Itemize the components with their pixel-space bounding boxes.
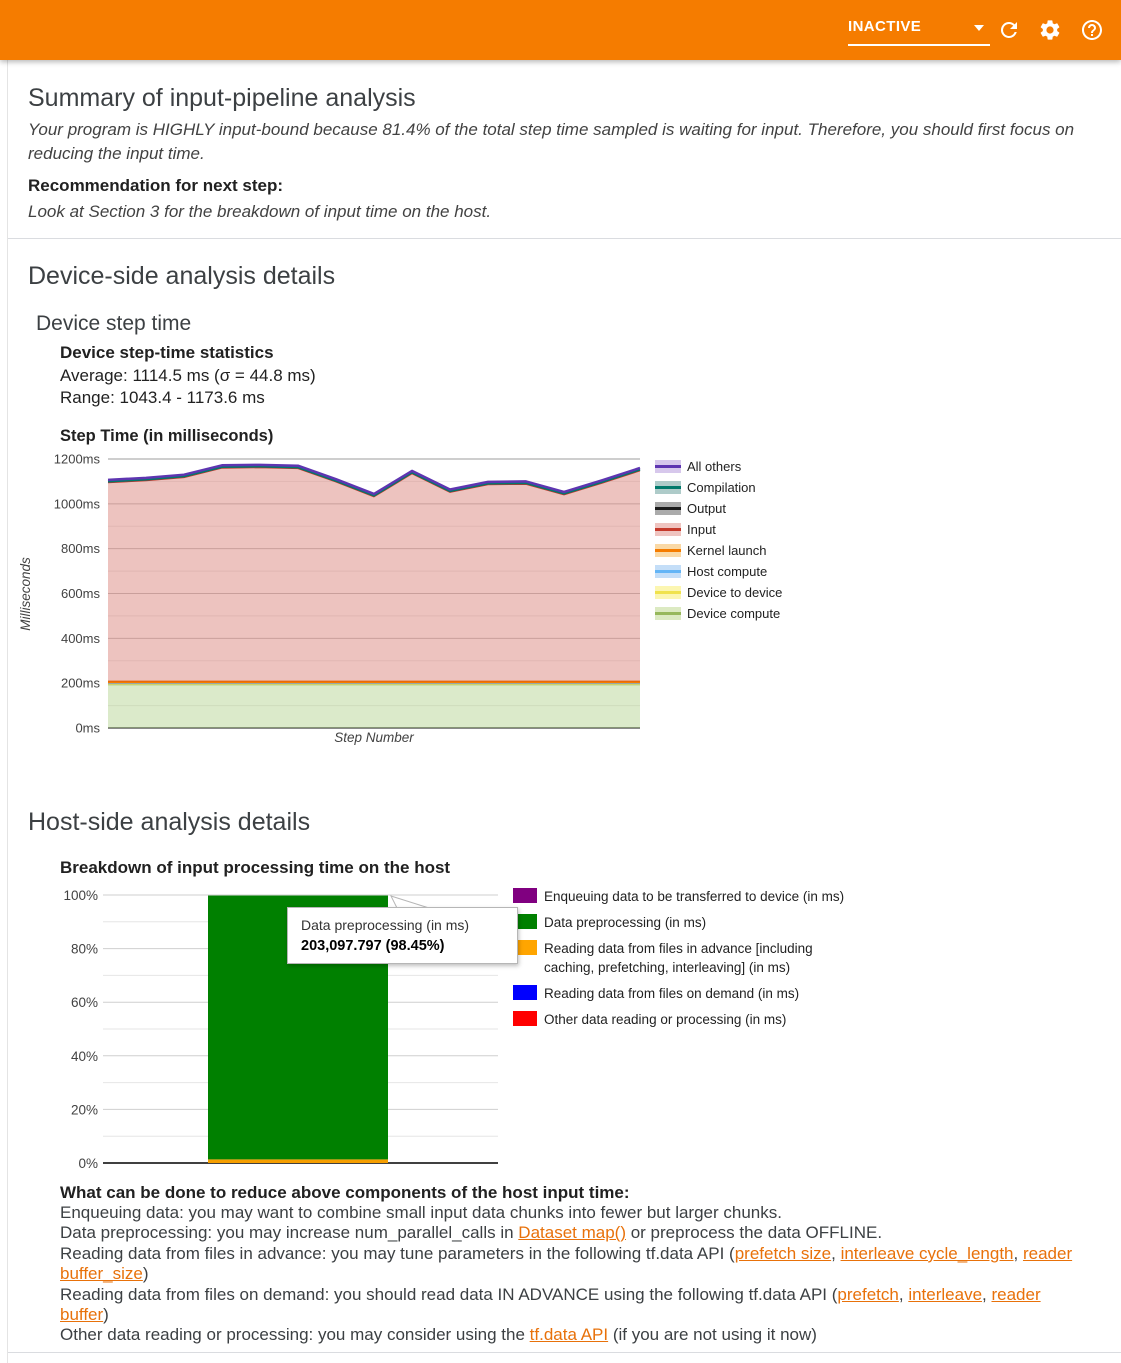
recommendation-text: ) (103, 1305, 109, 1325)
legend-swatch (513, 985, 537, 1000)
y-tick-label: 0ms (75, 720, 100, 736)
doc-link-prefetch[interactable]: prefetch (837, 1284, 899, 1304)
legend-item (513, 1010, 893, 1029)
legend-item-compilation (655, 477, 782, 498)
step-time-area-chart[interactable] (10, 448, 655, 750)
refresh-button[interactable] (997, 18, 1021, 42)
recommendation-item-3 (60, 1244, 1092, 1285)
refresh-icon (997, 18, 1021, 42)
legend-swatch (655, 544, 681, 557)
host-recommendations (60, 1182, 1092, 1346)
legend-label: Reading data from files in advance [including caching, prefetching, interleaving] (in ms) (544, 941, 813, 975)
doc-link-interleave[interactable]: interleave (908, 1284, 983, 1304)
y-axis-title: Milliseconds (18, 557, 33, 631)
recommendation-text: , (982, 1284, 992, 1304)
recommendations-title: What can be done to reduce above components of the host input time: (60, 1183, 630, 1202)
recommendation-item-2 (60, 1223, 1092, 1243)
legend-swatch (513, 888, 537, 903)
legend-item-all-others (655, 456, 782, 477)
summary-title: Summary of input-pipeline analysis (28, 84, 416, 112)
recommendation-item-5 (60, 1325, 1092, 1345)
y-tick-label: 1200ms (53, 451, 100, 467)
legend-swatch (655, 607, 681, 620)
card-left-edge (7, 60, 8, 1363)
legend-item (513, 887, 893, 906)
section-divider (8, 238, 1121, 239)
tooltip-series-name: Data preprocessing (in ms) (301, 917, 470, 933)
y-tick-label: 200ms (60, 675, 100, 691)
chevron-down-icon (974, 25, 984, 31)
step-time-chart-legend (655, 456, 782, 624)
x-axis-title: Step Number (334, 730, 414, 745)
y-tick-label: 600ms (60, 586, 100, 601)
y-tick-label: 800ms (60, 541, 100, 557)
legend-item-host-compute (655, 561, 782, 582)
device-step-stats-average: Average: 1114.5 ms (σ = 44.8 ms) (60, 365, 316, 385)
legend-item-kernel-launch (655, 540, 782, 561)
area-input (108, 468, 640, 682)
legend-item-device-to-device (655, 582, 782, 603)
y-tick-label: 80% (70, 941, 98, 957)
gear-icon (1038, 18, 1062, 42)
settings-button[interactable] (1038, 18, 1062, 42)
y-tick-label: 400ms (60, 630, 100, 646)
doc-link-tf-data-api[interactable]: tf.data API (529, 1325, 609, 1345)
doc-link-reader-buffer[interactable]: reader buffer (60, 1284, 1041, 1325)
recommendation-text: , (1013, 1243, 1023, 1263)
legend-label: Other data reading or processing (in ms) (544, 1012, 787, 1027)
legend-swatch (513, 1011, 537, 1026)
legend-label: Device to device (687, 585, 783, 600)
bottom-divider (8, 1352, 1121, 1353)
recommendation-item-1 (60, 1203, 1092, 1223)
y-tick-label: 40% (70, 1048, 98, 1064)
legend-label: All others (687, 459, 742, 474)
help-icon (1080, 18, 1104, 42)
y-tick-label: 20% (70, 1102, 98, 1118)
legend-item (513, 913, 893, 932)
tooltip-value: 203,097.797 (98.45%) (301, 938, 445, 954)
y-tick-label: 100% (63, 888, 98, 903)
host-section-title: Host-side analysis details (28, 808, 311, 836)
device-step-stats-title: Device step-time statistics (60, 343, 274, 362)
legend-swatch (655, 502, 681, 515)
doc-link-dataset-map-[interactable]: Dataset map() (518, 1223, 626, 1243)
app-toolbar (0, 0, 1121, 60)
device-step-time-title: Device step time (36, 312, 192, 335)
host-chart-title: Breakdown of input processing time on the host (60, 858, 451, 877)
legend-label: Reading data from files on demand (in ms) (544, 986, 800, 1001)
doc-link-interleave-cycle-length[interactable]: interleave cycle_length (840, 1243, 1014, 1263)
legend-label: Enqueuing data to be transferred to device (in ms) (544, 889, 845, 904)
doc-link-prefetch-size[interactable]: prefetch size (734, 1243, 832, 1263)
recommendation-text: Data preprocessing: you may increase num_parallel_calls in (60, 1223, 519, 1243)
recommendation-body: Look at Section 3 for the breakdown of input time on the host. (28, 202, 492, 221)
device-section-title: Device-side analysis details (28, 262, 336, 290)
legend-swatch (655, 586, 681, 599)
legend-label: Output (687, 501, 727, 516)
recommendation-text: , (831, 1243, 841, 1263)
capture-status-label: INACTIVE (848, 18, 922, 35)
legend-swatch (655, 460, 681, 473)
legend-swatch (655, 523, 681, 536)
recommendation-text: Enqueuing data: you may want to combine small input data chunks into fewer but larger chunks. (60, 1203, 782, 1222)
device-step-stats-range: Range: 1043.4 - 1173.6 ms (60, 388, 265, 407)
legend-swatch (655, 565, 681, 578)
summary-body: Your program is HIGHLY input-bound because 81.4% of the total step time sampled is waiting for input. Therefore, you should first focus on reducing the input time. (28, 120, 1075, 163)
recommendation-text: or preprocess the data OFFLINE. (626, 1223, 883, 1243)
legend-item (513, 984, 893, 1003)
area-device-compute (108, 685, 640, 728)
legend-item (513, 939, 893, 977)
device-step-stats (60, 342, 316, 410)
legend-label: Device compute (687, 606, 781, 621)
legend-label: Compilation (687, 480, 756, 495)
recommendation-text: , (898, 1284, 909, 1304)
recommendation-text: ) (142, 1264, 149, 1284)
legend-label: Input (687, 522, 716, 537)
y-tick-label: 1000ms (53, 496, 100, 512)
chart-tooltip (287, 907, 518, 964)
recommendation-title: Recommendation for next step: (28, 176, 284, 195)
y-tick-label: 60% (70, 995, 98, 1011)
legend-swatch (655, 481, 681, 494)
step-time-chart-title: Step Time (in milliseconds) (60, 427, 274, 445)
recommendation-text: Other data reading or processing: you may consider using the (60, 1325, 530, 1345)
legend-item-input (655, 519, 782, 540)
host-chart-legend (513, 887, 893, 1036)
recommendation-text: (if you are not using it now) (608, 1325, 817, 1345)
legend-label: Host compute (687, 564, 768, 579)
doc-link-reader-buffer-size[interactable]: reader buffer_size (60, 1243, 1073, 1284)
legend-label: Data preprocessing (in ms) (544, 915, 707, 930)
recommendation-item-4 (60, 1285, 1092, 1326)
help-button[interactable] (1080, 18, 1104, 42)
legend-item-output (655, 498, 782, 519)
host-breakdown-bar-chart[interactable] (60, 886, 520, 1178)
capture-status-dropdown[interactable] (848, 14, 990, 46)
bar-segment-reading[interactable] (208, 1159, 388, 1163)
step-time-chart-canvas[interactable] (10, 448, 655, 750)
recommendation-text: Reading data from files in advance: you may tune parameters in the following tf.data API ( (60, 1243, 735, 1263)
legend-label: Kernel launch (687, 543, 767, 558)
recommendation-text: Reading data from files on demand: you should read data IN ADVANCE using the following tf.data API ( (60, 1284, 838, 1304)
y-tick-label: 0% (78, 1156, 98, 1171)
legend-item-device-compute (655, 603, 782, 624)
